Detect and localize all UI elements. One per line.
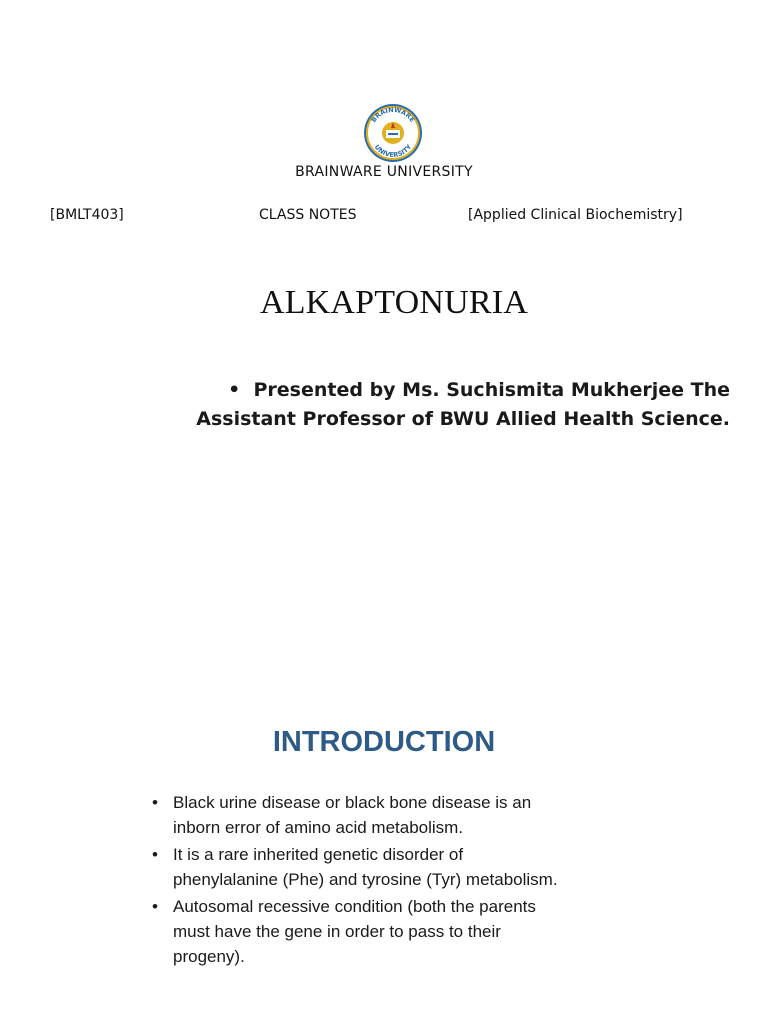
list-item xyxy=(152,842,622,892)
class-notes-label: CLASS NOTES xyxy=(259,207,357,223)
introduction-heading: INTRODUCTION xyxy=(272,726,496,758)
svg-text:UNIVERSITY: UNIVERSITY xyxy=(372,143,414,160)
list-item-line: progeny). xyxy=(173,947,245,966)
presenter-line-2: Assistant Professor of BWU Allied Health Science. xyxy=(196,408,730,430)
course-code: [BMLT403] xyxy=(50,207,124,223)
list-item-line: It is a rare inherited genetic disorder of xyxy=(173,845,464,864)
list-item-line: phenylalanine (Phe) and tyrosine (Tyr) metabolism. xyxy=(173,870,558,889)
bullet-icon: • xyxy=(152,845,158,864)
svg-text:BRAINWARE: BRAINWARE xyxy=(369,105,417,124)
list-item-line: inborn error of amino acid metabolism. xyxy=(173,818,464,837)
university-logo-icon xyxy=(362,102,424,164)
list-item-line: Autosomal recessive condition (both the parents xyxy=(173,897,536,916)
bullet-icon: • xyxy=(228,379,241,401)
university-name: BRAINWARE UNIVERSITY xyxy=(295,164,473,180)
list-item xyxy=(152,790,622,840)
presenter-line-1 xyxy=(180,376,730,405)
list-item-line: Black urine disease or black bone disease is an xyxy=(173,793,532,812)
bullet-icon: • xyxy=(152,897,158,916)
presenter-text-1: Presented by Ms. Suchismita Mukherjee The xyxy=(253,379,730,401)
presenter-block xyxy=(180,376,730,434)
list-item xyxy=(152,894,622,969)
document-title: ALKAPTONURIA xyxy=(259,284,529,321)
introduction-list xyxy=(152,790,622,971)
list-item-line: must have the gene in order to pass to their xyxy=(173,922,501,941)
bullet-icon: • xyxy=(152,793,158,812)
subject-name: [Applied Clinical Biochemistry] xyxy=(468,207,683,223)
